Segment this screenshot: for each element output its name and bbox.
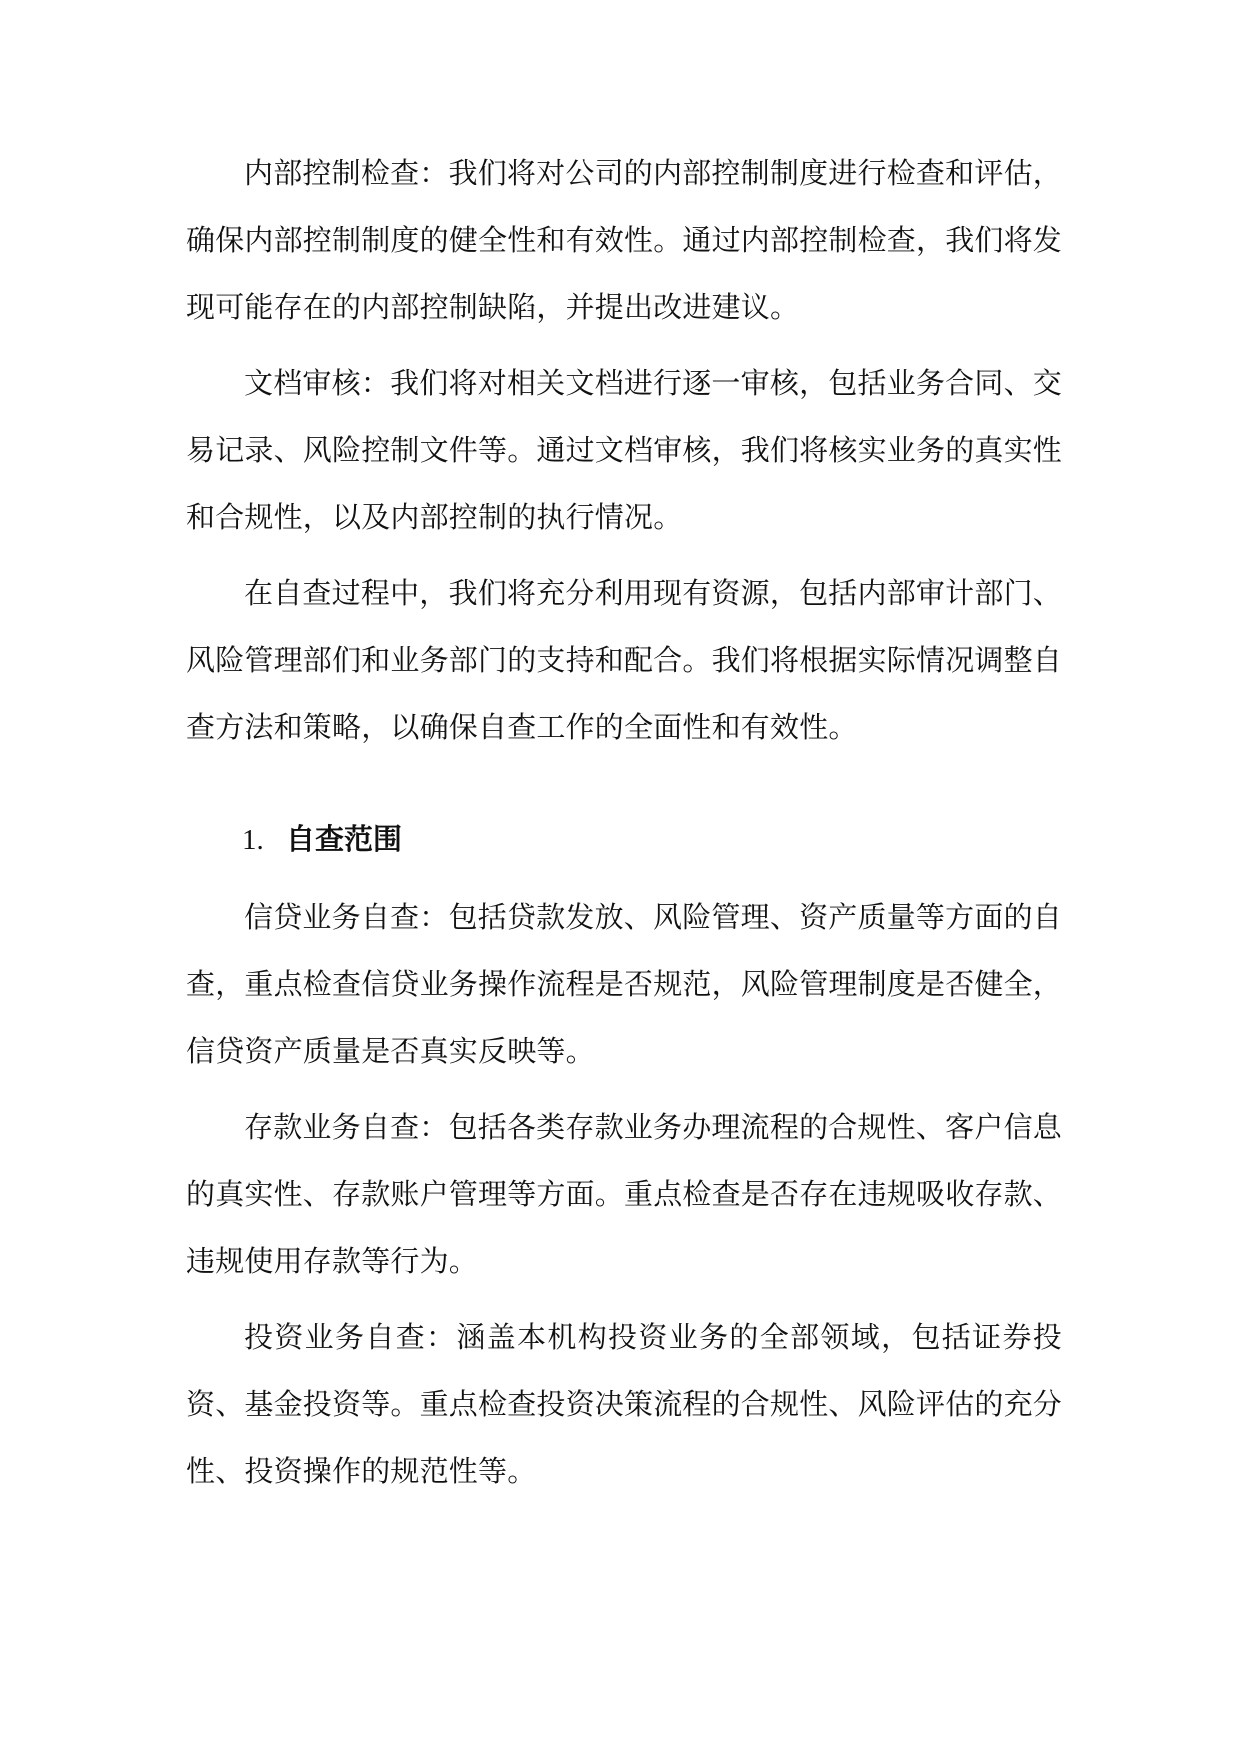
document-body bbox=[186, 140, 1062, 1514]
paragraph-deposit-business: 存款业务自查：包括各类存款业务办理流程的合规性、客户信息的真实性、存款账户管理等方面。重点检查是否存在违规吸收存款、违规使用存款等行为。 bbox=[186, 1110, 1063, 1278]
section-title: 自查范围 bbox=[286, 822, 403, 856]
paragraph-document-review: 文档审核：我们将对相关文档进行逐一审核，包括业务合同、交易记录、风险控制文件等。通过文档审核，我们将核实业务的真实性和合规性，以及内部控制的执行情况。 bbox=[186, 366, 1063, 534]
paragraph-self-check-process: 在自查过程中，我们将充分利用现有资源，包括内部审计部门、风险管理部们和业务部门的支持和配合。我们将根据实际情况调整自查方法和策略，以确保自查工作的全面性和有效性。 bbox=[186, 576, 1063, 744]
section-number: 1. bbox=[242, 824, 264, 856]
paragraph-credit-business: 信贷业务自查：包括贷款发放、风险管理、资产质量等方面的自查，重点检查信贷业务操作流程是否规范，风险管理制度是否健全，信贷资产质量是否真实反映等。 bbox=[186, 900, 1063, 1068]
paragraph-investment-business: 投资业务自查：涵盖本机构投资业务的全部领域，包括证券投资、基金投资等。重点检查投资决策流程的合规性、风险评估的充分性、投资操作的规范性等。 bbox=[186, 1320, 1063, 1488]
section-heading bbox=[186, 806, 1062, 874]
paragraph-internal-control-check: 内部控制检查：我们将对公司的内部控制制度进行检查和评估，确保内部控制制度的健全性和有效性。通过内部控制检查，我们将发现可能存在的内部控制缺陷，并提出改进建议。 bbox=[186, 156, 1063, 324]
